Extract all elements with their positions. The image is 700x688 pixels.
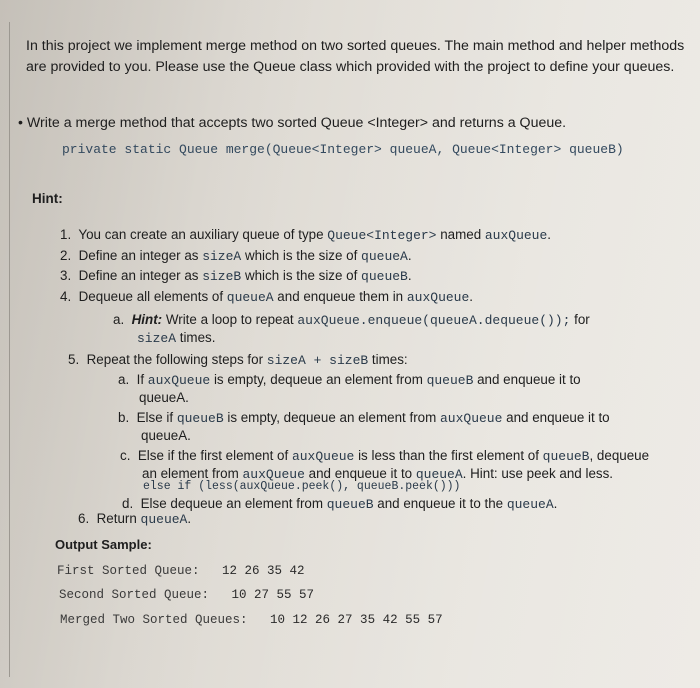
- output-first-row: [57, 564, 305, 578]
- first-values: 12 26 35 42: [222, 564, 305, 578]
- step-5c-cont: an element from auxQueue and enqueue it to queueA. Hint: use peek and less.: [142, 466, 614, 482]
- step-4a: a. Hint: Write a loop to repeat auxQueue.enqueue(queueA.dequeue()); for: [113, 312, 590, 328]
- step-5a-cont: queueA.: [139, 390, 189, 405]
- step-6: 6. Return queueA.: [78, 511, 192, 527]
- second-label: Second Sorted Queue:: [59, 588, 210, 602]
- output-heading: Output Sample:: [55, 537, 152, 552]
- step-3: 3. Define an integer as sizeB which is the size of queueB.: [60, 268, 412, 284]
- step-5b-cont: queueA.: [141, 428, 191, 443]
- task-text: Write a merge method that accepts two sorted Queue <Integer> and returns a Queue.: [26, 115, 567, 131]
- output-second-row: [59, 588, 314, 602]
- intro-paragraph: In this project we implement merge method on two sorted queues. The main method and helper methods are provided to you. Please use the Queue class which provided with the project to define your queues.: [26, 38, 685, 75]
- method-signature: private static Queue merge(Queue<Integer> queueA, Queue<Integer> queueB): [62, 142, 624, 157]
- page-border: [9, 22, 10, 677]
- step-5c: c. Else if the first element of auxQueue is less than the first element of queueB, dequeue: [120, 448, 650, 464]
- task-line: [18, 115, 566, 131]
- second-values: 10 27 55 57: [231, 588, 315, 602]
- first-label: First Sorted Queue:: [57, 564, 200, 578]
- step-4: 4. Dequeue all elements of queueA and enqueue them in auxQueue.: [60, 289, 474, 305]
- task-bullet: •: [18, 115, 23, 131]
- output-merged-row: [60, 613, 443, 627]
- merged-values: 10 12 26 27 35 42 55 57: [270, 613, 443, 627]
- hint-heading: Hint:: [32, 191, 63, 206]
- step-5b: b. Else if queueB is empty, dequeue an element from auxQueue and enqueue it to: [118, 410, 610, 426]
- step-2: 2. Define an integer as sizeA which is the size of queueA.: [60, 248, 412, 264]
- step-1: 1. You can create an auxiliary queue of type Queue<Integer> named auxQueue.: [60, 227, 552, 243]
- step-5c-code: else if (less(auxQueue.peek(), queueB.peek())): [143, 480, 461, 493]
- step-4a-cont: sizeA times.: [137, 330, 216, 346]
- merged-label: Merged Two Sorted Queues:: [60, 613, 248, 627]
- step-5: 5. Repeat the following steps for sizeA + sizeB times:: [68, 352, 408, 368]
- step-5a: a. If auxQueue is empty, dequeue an element from queueB and enqueue it to: [118, 372, 581, 388]
- step-5d: d. Else dequeue an element from queueB and enqueue it to the queueA.: [122, 496, 558, 512]
